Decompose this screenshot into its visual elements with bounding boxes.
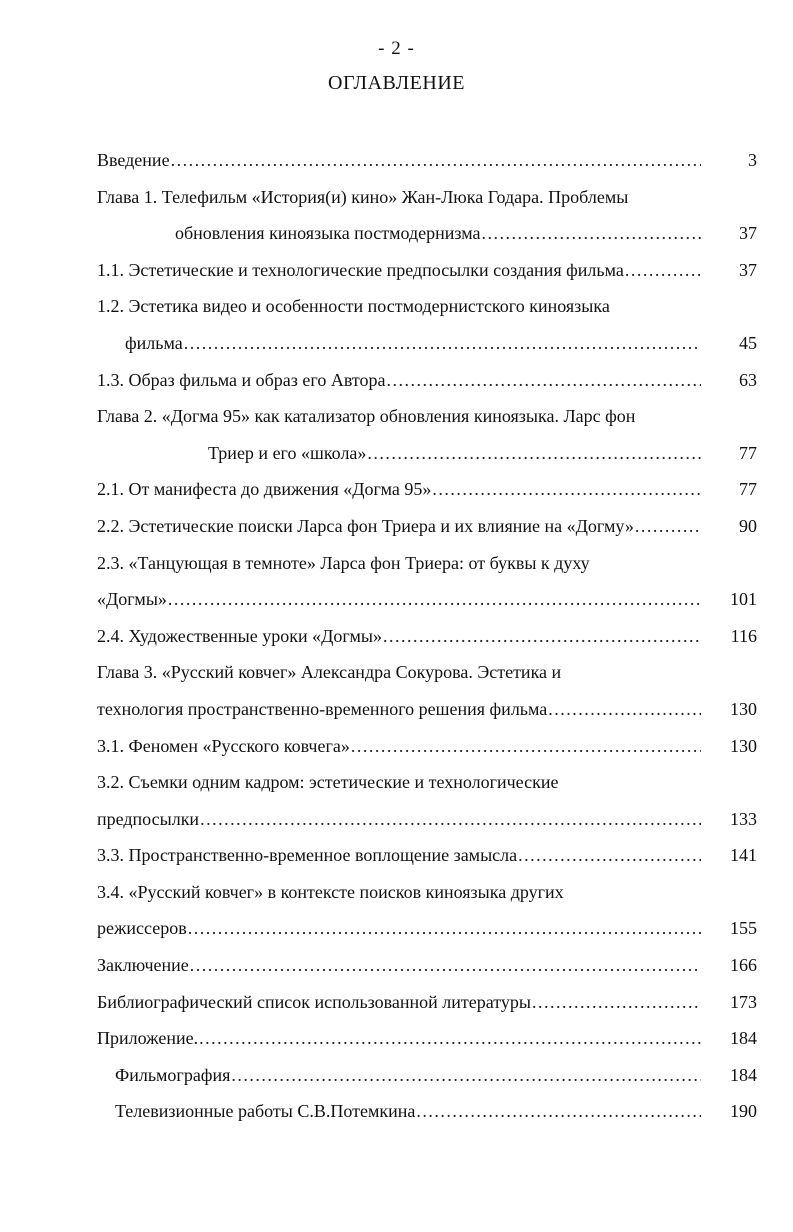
toc-entry-text: 3.1. Феномен «Русского ковчега» <box>97 735 350 756</box>
dot-leader <box>432 471 701 508</box>
toc-entry-1-2[interactable] <box>97 288 757 325</box>
dot-leader <box>171 142 701 179</box>
toc-page-number: 190 <box>730 1101 757 1122</box>
dot-leader <box>168 581 701 618</box>
toc-entry-text: Введение <box>97 150 170 170</box>
toc-page-number: 3 <box>748 150 757 170</box>
toc-entry-text: предпосылки <box>97 808 200 829</box>
toc-entry-text: Глава 1. Телефильм «История(и) кино» Жан-Люка Годара. Проблемы <box>97 186 629 207</box>
toc-page-number: 141 <box>730 845 757 866</box>
toc-page-number: 116 <box>730 625 757 646</box>
toc-entry-2-1[interactable] <box>97 471 757 508</box>
toc-page-number: 184 <box>730 1064 757 1085</box>
toc-entry-tv-works[interactable] <box>97 1093 757 1130</box>
page-number: - 2 - <box>378 38 415 59</box>
dot-leader <box>625 252 701 289</box>
toc-entry-text: Триер и его «школа» <box>208 442 367 463</box>
toc-entry-chapter-1[interactable] <box>97 179 757 216</box>
toc-entry-2-3[interactable] <box>97 545 757 582</box>
dot-leader <box>188 910 701 947</box>
dot-leader <box>184 325 701 362</box>
toc-entry-text: 3.2. Съемки одним кадром: эстетические и технологические <box>97 772 559 793</box>
toc-entry-appendix[interactable] <box>97 1020 757 1057</box>
toc-entry-chapter-3[interactable] <box>97 654 757 691</box>
toc-entry-3-3[interactable] <box>97 837 757 874</box>
toc-entry-2-4[interactable] <box>97 618 757 655</box>
toc-entry-text: 2.4. Художественные уроки «Догмы» <box>97 625 383 646</box>
toc-entry-1-1[interactable] <box>97 252 757 289</box>
toc-entry-text: 3.4. «Русский ковчег» в контексте поисков киноязыка других <box>97 881 564 902</box>
toc-entry-text: Глава 3. «Русский ковчег» Александра Сокурова. Эстетика и <box>97 662 562 683</box>
toc-entry-text: 2.1. От манифеста до движения «Догма 95» <box>97 479 432 500</box>
toc-entry-2-3-cont[interactable] <box>97 581 757 618</box>
toc-entry-text: Телевизионные работы С.В.Потемкина <box>115 1101 416 1122</box>
toc-entry-text: Фильмография <box>115 1064 231 1085</box>
dot-leader <box>518 837 701 874</box>
toc-page-number: 77 <box>739 442 757 463</box>
toc-page-number: 90 <box>739 515 757 536</box>
toc-entry-text: Библиографический список использованной литературы <box>97 991 532 1012</box>
toc-page-number: 130 <box>730 698 757 719</box>
toc-entry-chapter-1-cont[interactable] <box>97 215 757 252</box>
toc-page-number: 37 <box>739 259 757 280</box>
toc-title: ОГЛАВЛЕНИЕ <box>328 72 465 94</box>
toc-page-number: 166 <box>730 955 757 976</box>
toc-entry-text: фильма <box>125 332 183 353</box>
toc-entry-text: «Догмы» <box>97 589 167 610</box>
toc-page-number: 63 <box>739 369 757 390</box>
toc-entry-chapter-3-cont[interactable] <box>97 691 757 728</box>
toc-entry-text: Заключение <box>97 955 189 976</box>
dot-leader <box>351 728 701 765</box>
toc-page-number: 101 <box>730 589 757 610</box>
toc-entry-text: Глава 2. «Догма 95» как катализатор обновления киноязыка. Ларс фон <box>97 406 636 427</box>
dot-leader <box>190 947 701 984</box>
dot-leader <box>367 435 701 472</box>
toc-entry-3-1[interactable] <box>97 728 757 765</box>
dot-leader <box>386 362 701 399</box>
toc-entry-text: 1.3. Образ фильма и образ его Автора <box>97 369 386 390</box>
toc-page-number: 173 <box>730 991 757 1012</box>
toc-entry-text: Приложение. <box>97 1028 199 1049</box>
dot-leader <box>635 508 701 545</box>
table-of-contents <box>97 142 757 1130</box>
toc-page-number: 37 <box>739 223 757 244</box>
toc-entry-3-4-cont[interactable] <box>97 910 757 947</box>
toc-entry-1-2-cont[interactable] <box>97 325 757 362</box>
toc-page-number: 184 <box>730 1028 757 1049</box>
toc-entry-text: 2.3. «Танцующая в темноте» Ларса фон Триера: от буквы к духу <box>97 552 590 573</box>
toc-entry-text: обновления киноязыка постмодернизма <box>175 223 481 244</box>
toc-entry-text: режиссеров <box>97 918 187 939</box>
toc-entry-3-2[interactable] <box>97 764 757 801</box>
toc-page-number: 77 <box>739 479 757 500</box>
toc-entry-chapter-2[interactable] <box>97 398 757 435</box>
dot-leader <box>548 691 701 728</box>
dot-leader <box>482 215 701 252</box>
dot-leader <box>383 618 701 655</box>
toc-page-number: 45 <box>739 332 757 353</box>
toc-page-number: 133 <box>730 808 757 829</box>
toc-page-number: 155 <box>730 918 757 939</box>
toc-entry-3-4[interactable] <box>97 874 757 911</box>
toc-entry-conclusion[interactable] <box>97 947 757 984</box>
toc-entry-text: 3.3. Пространственно-временное воплощение замысла <box>97 845 518 866</box>
dot-leader <box>231 1057 701 1094</box>
toc-entry-chapter-2-cont[interactable] <box>97 435 757 472</box>
toc-entry-filmography[interactable] <box>97 1057 757 1094</box>
toc-entry-bibliography[interactable] <box>97 984 757 1021</box>
toc-entry-text: 1.1. Эстетические и технологические предпосылки создания фильма <box>97 259 624 280</box>
toc-entry-2-2[interactable] <box>97 508 757 545</box>
toc-entry-3-2-cont[interactable] <box>97 801 757 838</box>
toc-entry-text: 2.2. Эстетические поиски Ларса фон Триера и их влияние на «Догму» <box>97 515 634 536</box>
toc-entry-text: технология пространственно-временного решения фильма <box>97 698 548 719</box>
toc-entry-1-3[interactable] <box>97 362 757 399</box>
dot-leader <box>416 1093 701 1130</box>
dot-leader <box>532 984 701 1021</box>
dot-leader <box>199 1020 701 1057</box>
toc-entry-text: 1.2. Эстетика видео и особенности постмодернистского киноязыка <box>97 296 610 317</box>
dot-leader <box>200 801 701 838</box>
toc-entry-intro[interactable] <box>97 142 757 179</box>
toc-page-number: 130 <box>730 735 757 756</box>
